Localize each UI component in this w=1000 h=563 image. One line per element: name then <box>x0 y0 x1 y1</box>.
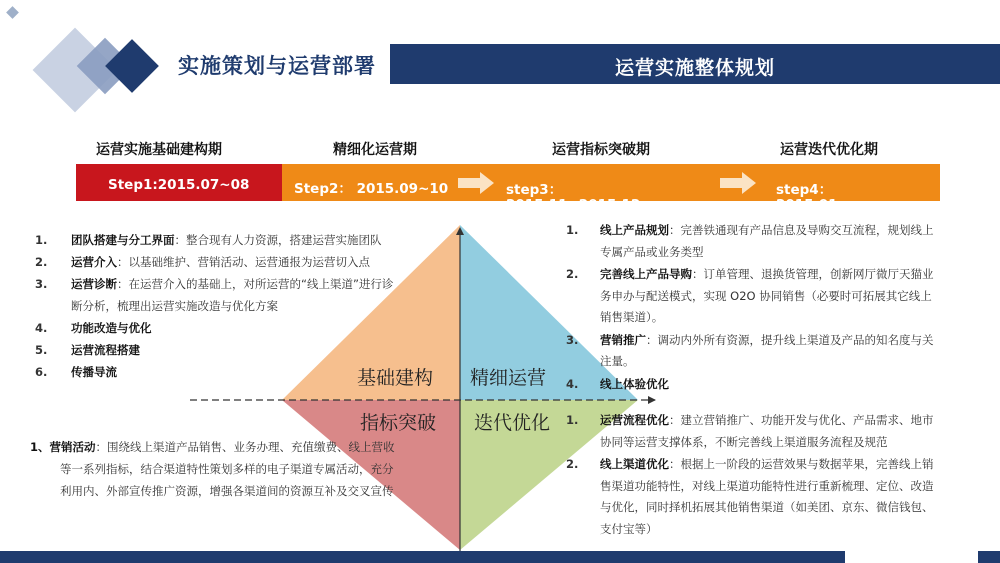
step4-label: step4： <box>776 182 833 198</box>
corner-diamond-icon <box>6 6 19 19</box>
list-item: 2. 完善线上产品导购：订单管理、退换货管理，创新网厅微厅天猫业 务申办与配送模式，实现 O2O 协同销售（必要时可拓展其它线上 销售渠道）。 <box>566 267 934 324</box>
list-item: 6. 传播导流 <box>35 365 117 379</box>
left-bottom-paragraph: 1、营销活动：围绕线上渠道产品销售、业务办理、充值缴费、线上营收 等一系列指标，结合渠道特性策划多样的电子渠道专属活动，充分 利用内、外部宣传推广资源，增强各渠道间的资源互补及交叉宣传 <box>30 440 395 498</box>
step1-text: Step1:2015.07~08 <box>108 177 250 193</box>
step4-date: 2015.01 <box>776 197 838 213</box>
section-title: 实施策划与运营部署 <box>178 54 376 78</box>
list-item: 5. 运营流程搭建 <box>35 343 140 357</box>
quadrant-label-bottom-right: 迭代优化 <box>474 412 551 434</box>
page-banner <box>390 44 1000 84</box>
phase-label-4: 运营迭代优化期 <box>780 142 878 158</box>
phase-label-1: 运营实施基础建构期 <box>96 142 222 158</box>
step3-date: 2015.11~2015.12 <box>506 197 641 213</box>
step3-label: step3： <box>506 182 563 198</box>
arrow-right-icon <box>458 172 494 194</box>
list-item: 2. 线上渠道优化：根据上一阶段的运营效果与数据苹果，完善线上销 售渠道功能特性，对线上渠道功能特性进行重新梳理、定位、改造 与优化，同时择机拓展其他销售渠道（如美团、京东、微信钱包、 支付宝等） <box>566 457 934 536</box>
banner-title: 运营实施整体规划 <box>614 57 775 79</box>
left-top-list <box>35 229 455 383</box>
list-item: 1. 运营流程优化：建立营销推广、功能开发与优化、产品需求、地市 协同等运营支撑体系，不断完善线上渠道服务流程及规范 <box>566 413 934 449</box>
list-item: 3. 运营诊断：在运营介入的基础上，对所运营的“线上渠道”进行诊 断分析，梳理出运营实施改造与优化方案 <box>35 277 394 313</box>
quadrant-label-top-right: 精细运营 <box>470 367 547 389</box>
list-item: 1. 团队搭建与分工界面：整合现有人力资源，搭建运营实施团队 <box>35 233 382 247</box>
footer-bar-right <box>978 551 1000 563</box>
right-top-list <box>566 220 966 396</box>
list-item: 4. 线上体验优化 <box>566 376 669 391</box>
arrow-right-icon-2 <box>720 172 756 194</box>
list-item: 3. 营销推广：调动内外所有资源，提升线上渠道及产品的知名度与关 注量。 <box>566 332 934 368</box>
phase-label-3: 运营指标突破期 <box>552 142 650 158</box>
list-item: 4. 功能改造与优化 <box>35 321 152 335</box>
right-bottom-list <box>566 410 966 541</box>
step2-text: Step2： 2015.09~10 <box>294 181 449 197</box>
timeline-rest <box>282 164 940 213</box>
list-item: 2. 运营介入：以基础维护、营销活动、运营通报为运营切入点 <box>35 255 370 269</box>
list-item: 1. 线上产品规划：完善铁通现有产品信息及导购交互流程，规划线上 专属产品或业务类型 <box>566 223 934 259</box>
phase-label-2: 精细化运营期 <box>333 142 417 158</box>
quadrant-label-top-left: 基础建构 <box>357 367 434 389</box>
quadrant-label-bottom-left: 指标突破 <box>360 412 437 434</box>
timeline-step1 <box>76 164 282 201</box>
footer-bar <box>0 551 845 563</box>
